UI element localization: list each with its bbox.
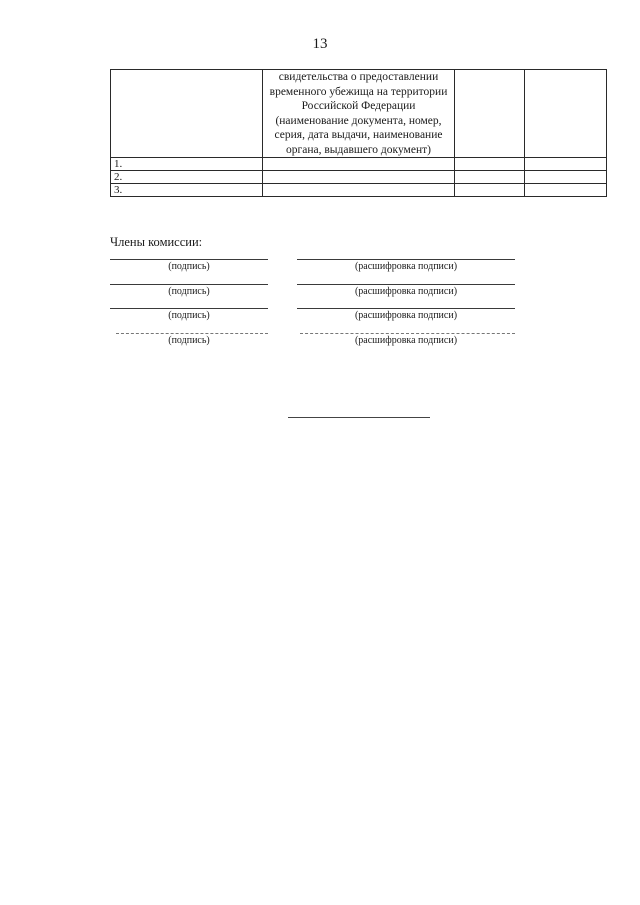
signature-line <box>110 284 268 285</box>
table-row <box>111 171 607 184</box>
decryption-caption: (расшифровка подписи) <box>354 310 458 321</box>
table-cell <box>455 171 525 184</box>
table-row <box>111 158 607 171</box>
signature-row <box>0 332 640 352</box>
table-cell <box>525 158 607 171</box>
signature-caption: (подпись) <box>168 335 210 346</box>
table-header-description: свидетельства о предоставлении временного убежища на территории Российской Федерации (наименование документа, номер, серия, дата выдачи, наименование органа, выдавшего документ) <box>263 70 455 158</box>
commission-members-label: Члены комиссии: <box>110 235 203 249</box>
signature-row <box>0 258 640 278</box>
decryption-caption: (расшифровка подписи) <box>354 286 458 297</box>
signature-line <box>116 333 268 334</box>
row-index: 1. <box>111 158 263 171</box>
table-cell <box>455 158 525 171</box>
table-cell <box>525 184 607 197</box>
signature-caption: (подпись) <box>168 310 210 321</box>
form-table <box>110 69 607 197</box>
table-cell <box>263 184 455 197</box>
table-cell <box>263 171 455 184</box>
signature-row <box>0 283 640 303</box>
name-line <box>300 333 515 334</box>
table-cell <box>525 70 607 158</box>
decryption-caption: (расшифровка подписи) <box>354 261 458 272</box>
signature-line <box>110 308 268 309</box>
table-cell <box>455 184 525 197</box>
signature-line <box>110 259 268 260</box>
table-cell <box>263 158 455 171</box>
table-cell <box>111 70 263 158</box>
table-row <box>111 184 607 197</box>
table-cell <box>525 171 607 184</box>
table-cell <box>455 70 525 158</box>
end-of-document-rule <box>288 417 430 418</box>
table-header-row <box>111 70 607 158</box>
name-line <box>297 284 515 285</box>
signature-caption: (подпись) <box>168 261 210 272</box>
page-number: 13 <box>312 36 328 52</box>
signature-row <box>0 307 640 327</box>
name-line <box>297 259 515 260</box>
row-index: 3. <box>111 184 263 197</box>
name-line <box>297 308 515 309</box>
decryption-caption: (расшифровка подписи) <box>354 335 458 346</box>
signature-caption: (подпись) <box>168 286 210 297</box>
row-index: 2. <box>111 171 263 184</box>
